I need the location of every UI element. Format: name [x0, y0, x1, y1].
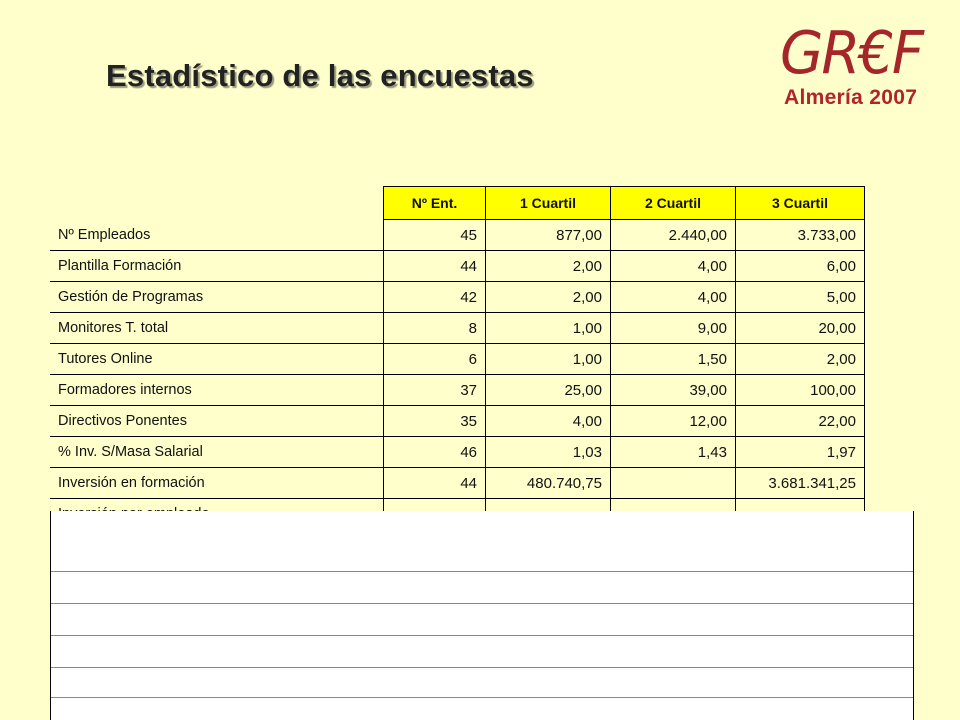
cell-q1: 4,00	[486, 406, 611, 437]
page-title: Estadístico de las encuestas	[106, 58, 534, 93]
column-header-q2: 2 Cuartil	[611, 187, 736, 220]
cell-q3: 3.681.341,25	[736, 468, 865, 499]
cell-q2: 4,00	[611, 251, 736, 282]
cell-q2: 1,50	[611, 344, 736, 375]
row-label: Directivos Ponentes	[50, 406, 384, 437]
cell-q1: 1,00	[486, 344, 611, 375]
row-label: Monitores T. total	[50, 313, 384, 344]
cell-n-ent: 35	[384, 406, 486, 437]
cell-q3: 20,00	[736, 313, 865, 344]
cell-n-ent: 45	[384, 220, 486, 251]
overlay-divider	[51, 697, 913, 698]
overlay-divider	[51, 571, 913, 572]
cell-n-ent: 6	[384, 344, 486, 375]
cell-q2: 2.440,00	[611, 220, 736, 251]
cell-q3: 2,00	[736, 344, 865, 375]
cell-q1: 1,00	[486, 313, 611, 344]
overlay-divider	[51, 635, 913, 636]
cell-q1: 877,00	[486, 220, 611, 251]
table-row	[50, 437, 865, 468]
cell-q2: 12,00	[611, 406, 736, 437]
blank-overlay-panel	[50, 511, 914, 720]
cell-q1: 1,03	[486, 437, 611, 468]
row-label: Gestión de Programas	[50, 282, 384, 313]
overlay-divider	[51, 603, 913, 604]
cell-n-ent: 8	[384, 313, 486, 344]
cell-q3: 6,00	[736, 251, 865, 282]
logo-subtitle: Almería 2007	[784, 86, 918, 109]
row-label: Nº Empleados	[50, 220, 384, 251]
table-row	[50, 406, 865, 437]
cell-q1: 2,00	[486, 251, 611, 282]
logo-mark: GR€F	[780, 19, 923, 88]
table-row	[50, 468, 865, 499]
table-corner	[50, 187, 384, 220]
cell-n-ent: 37	[384, 375, 486, 406]
row-label: Inversión en formación	[50, 468, 384, 499]
cell-q2	[611, 468, 736, 499]
cell-n-ent: 46	[384, 437, 486, 468]
cell-q1: 2,00	[486, 282, 611, 313]
table-row	[50, 282, 865, 313]
cell-q3: 22,00	[736, 406, 865, 437]
row-label: Formadores internos	[50, 375, 384, 406]
column-header-n-ent: Nº Ent.	[384, 187, 486, 220]
row-label: Plantilla Formación	[50, 251, 384, 282]
cell-q3: 100,00	[736, 375, 865, 406]
row-label: Tutores Online	[50, 344, 384, 375]
logo	[780, 19, 940, 114]
overlay-divider	[51, 667, 913, 668]
row-label: % Inv. S/Masa Salarial	[50, 437, 384, 468]
cell-q2: 39,00	[611, 375, 736, 406]
cell-q3: 1,97	[736, 437, 865, 468]
table-row	[50, 344, 865, 375]
cell-n-ent: 44	[384, 468, 486, 499]
table-row	[50, 251, 865, 282]
cell-q1: 25,00	[486, 375, 611, 406]
cell-n-ent: 42	[384, 282, 486, 313]
cell-q2: 9,00	[611, 313, 736, 344]
cell-q3: 3.733,00	[736, 220, 865, 251]
cell-q2: 1,43	[611, 437, 736, 468]
column-header-q3: 3 Cuartil	[736, 187, 865, 220]
cell-q2: 4,00	[611, 282, 736, 313]
cell-q3: 5,00	[736, 282, 865, 313]
cell-n-ent: 44	[384, 251, 486, 282]
column-header-q1: 1 Cuartil	[486, 187, 611, 220]
cell-q1: 480.740,75	[486, 468, 611, 499]
table-header-row	[50, 187, 865, 220]
table-row	[50, 313, 865, 344]
table-row	[50, 220, 865, 251]
table-row	[50, 375, 865, 406]
statistics-table	[50, 186, 865, 530]
